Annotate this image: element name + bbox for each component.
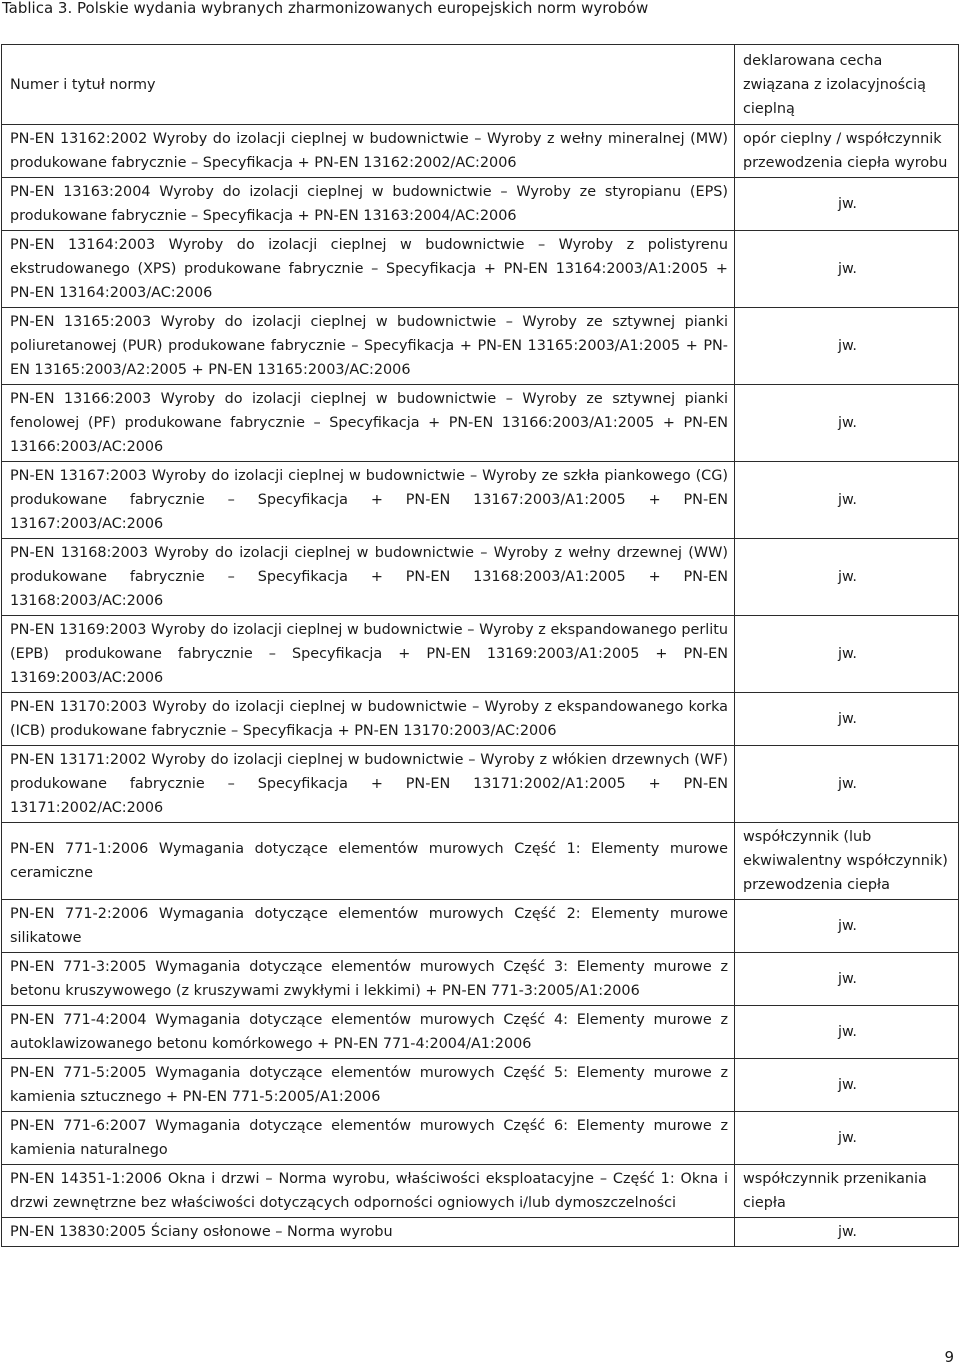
- table-row: [2, 539, 959, 616]
- property-cell: jw.: [735, 616, 959, 693]
- table-row: [2, 823, 959, 900]
- property-cell: jw.: [735, 1218, 959, 1247]
- norm-title: PN-EN 771-2:2006 Wymagania dotyczące elementów murowych Część 2: Elementy murowe silikatowe: [2, 900, 735, 953]
- table-row: [2, 178, 959, 231]
- table-row: [2, 125, 959, 178]
- table-row: [2, 1006, 959, 1059]
- table-row: [2, 308, 959, 385]
- property-cell: jw.: [735, 231, 959, 308]
- property-cell: jw.: [735, 953, 959, 1006]
- norm-title: PN-EN 13168:2003 Wyroby do izolacji cieplnej w budownictwie – Wyroby z wełny drzewnej (WW) produkowane fabrycznie – Specyfikacja + PN-EN 13168:2003/A1:2005 + PN-EN 13168:2003/AC:2006: [2, 539, 735, 616]
- property-cell: współczynnik przenikania ciepła: [735, 1165, 959, 1218]
- table-row: [2, 385, 959, 462]
- norm-title: PN-EN 13830:2005 Ściany osłonowe – Norma wyrobu: [2, 1218, 735, 1247]
- norms-table: [1, 44, 959, 1247]
- norm-title: PN-EN 771-4:2004 Wymagania dotyczące elementów murowych Część 4: Elementy murowe z autoklawizowanego betonu komórkowego + PN-EN 771-4:2004/A1:2006: [2, 1006, 735, 1059]
- table-row: [2, 1218, 959, 1247]
- header-norm: Numer i tytuł normy: [2, 45, 735, 125]
- header-property: deklarowana cecha związana z izolacyjnością cieplną: [735, 45, 959, 125]
- norm-title: PN-EN 771-6:2007 Wymagania dotyczące elementów murowych Część 6: Elementy murowe z kamienia naturalnego: [2, 1112, 735, 1165]
- table-row: [2, 1165, 959, 1218]
- page-number: 9: [944, 1348, 954, 1366]
- property-cell: jw.: [735, 1112, 959, 1165]
- property-cell: jw.: [735, 1006, 959, 1059]
- norm-title: PN-EN 13170:2003 Wyroby do izolacji cieplnej w budownictwie – Wyroby z ekspandowanego korka (ICB) produkowane fabrycznie – Specyfikacja + PN-EN 13170:2003/AC:2006: [2, 693, 735, 746]
- property-cell: jw.: [735, 1059, 959, 1112]
- norm-title: PN-EN 13167:2003 Wyroby do izolacji cieplnej w budownictwie – Wyroby ze szkła piankowego (CG) produkowane fabrycznie – Specyfikacja + PN-EN 13167:2003/A1:2005 + PN-EN 13167:2003/AC:2006: [2, 462, 735, 539]
- table-row: [2, 1059, 959, 1112]
- property-cell: jw.: [735, 693, 959, 746]
- norm-title: PN-EN 13164:2003 Wyroby do izolacji cieplnej w budownictwie – Wyroby z polistyrenu ekstrudowanego (XPS) produkowane fabrycznie – Specyfikacja + PN-EN 13164:2003/A1:2005 + PN-EN 13164:2003/AC:2006: [2, 231, 735, 308]
- property-cell: opór cieplny / współczynnik przewodzenia ciepła wyrobu: [735, 125, 959, 178]
- norm-title: PN-EN 13171:2002 Wyroby do izolacji cieplnej w budownictwie – Wyroby z włókien drzewnych (WF) produkowane fabrycznie – Specyfikacja + PN-EN 13171:2002/A1:2005 + PN-EN 13171:2002/AC:2006: [2, 746, 735, 823]
- norm-title: PN-EN 13163:2004 Wyroby do izolacji cieplnej w budownictwie – Wyroby ze styropianu (EPS) produkowane fabrycznie – Specyfikacja + PN-EN 13163:2004/AC:2006: [2, 178, 735, 231]
- norm-title: PN-EN 771-3:2005 Wymagania dotyczące elementów murowych Część 3: Elementy murowe z betonu kruszywowego (z kruszywami zwykłymi i lekkimi) + PN-EN 771-3:2005/A1:2006: [2, 953, 735, 1006]
- table-row: [2, 231, 959, 308]
- norm-title: PN-EN 771-1:2006 Wymagania dotyczące elementów murowych Część 1: Elementy murowe ceramiczne: [2, 823, 735, 900]
- norm-title: PN-EN 13169:2003 Wyroby do izolacji cieplnej w budownictwie – Wyroby z ekspandowanego perlitu (EPB) produkowane fabrycznie – Specyfikacja + PN-EN 13169:2003/A1:2005 + PN-EN 13169:2003/AC:2006: [2, 616, 735, 693]
- table-row: [2, 900, 959, 953]
- norm-title: PN-EN 771-5:2005 Wymagania dotyczące elementów murowych Część 5: Elementy murowe z kamienia sztucznego + PN-EN 771-5:2005/A1:2006: [2, 1059, 735, 1112]
- table-row: [2, 462, 959, 539]
- property-cell: jw.: [735, 308, 959, 385]
- norm-title: PN-EN 13162:2002 Wyroby do izolacji cieplnej w budownictwie – Wyroby z wełny mineralnej (MW) produkowane fabrycznie – Specyfikacja + PN-EN 13162:2002/AC:2006: [2, 125, 735, 178]
- property-cell: współczynnik (lub ekwiwalentny współczynnik) przewodzenia ciepła: [735, 823, 959, 900]
- norm-title: PN-EN 13165:2003 Wyroby do izolacji cieplnej w budownictwie – Wyroby ze sztywnej pianki poliuretanowej (PUR) produkowane fabrycznie – Specyfikacja + PN-EN 13165:2003/A1:2005 + PN-EN 13165:2003/A2:2005 + PN-EN 13165:2003/AC:2006: [2, 308, 735, 385]
- property-cell: jw.: [735, 900, 959, 953]
- table-caption: Tablica 3. Polskie wydania wybranych zharmonizowanych europejskich norm wyrobów: [2, 0, 649, 17]
- property-cell: jw.: [735, 539, 959, 616]
- table-row: [2, 953, 959, 1006]
- property-cell: jw.: [735, 462, 959, 539]
- norm-title: PN-EN 13166:2003 Wyroby do izolacji cieplnej w budownictwie – Wyroby ze sztywnej pianki fenolowej (PF) produkowane fabrycznie – Specyfikacja + PN-EN 13166:2003/A1:2005 + PN-EN 13166:2003/AC:2006: [2, 385, 735, 462]
- property-cell: jw.: [735, 746, 959, 823]
- property-cell: jw.: [735, 385, 959, 462]
- table-header-row: [2, 45, 959, 125]
- table-row: [2, 693, 959, 746]
- norm-title: PN-EN 14351-1:2006 Okna i drzwi – Norma wyrobu, właściwości eksploatacyjne – Część 1: Okna i drzwi zewnętrzne bez właściwości dotyczących odporności ogniowych i/lub dymoszczelności: [2, 1165, 735, 1218]
- table-row: [2, 616, 959, 693]
- table-row: [2, 1112, 959, 1165]
- table-row: [2, 746, 959, 823]
- property-cell: jw.: [735, 178, 959, 231]
